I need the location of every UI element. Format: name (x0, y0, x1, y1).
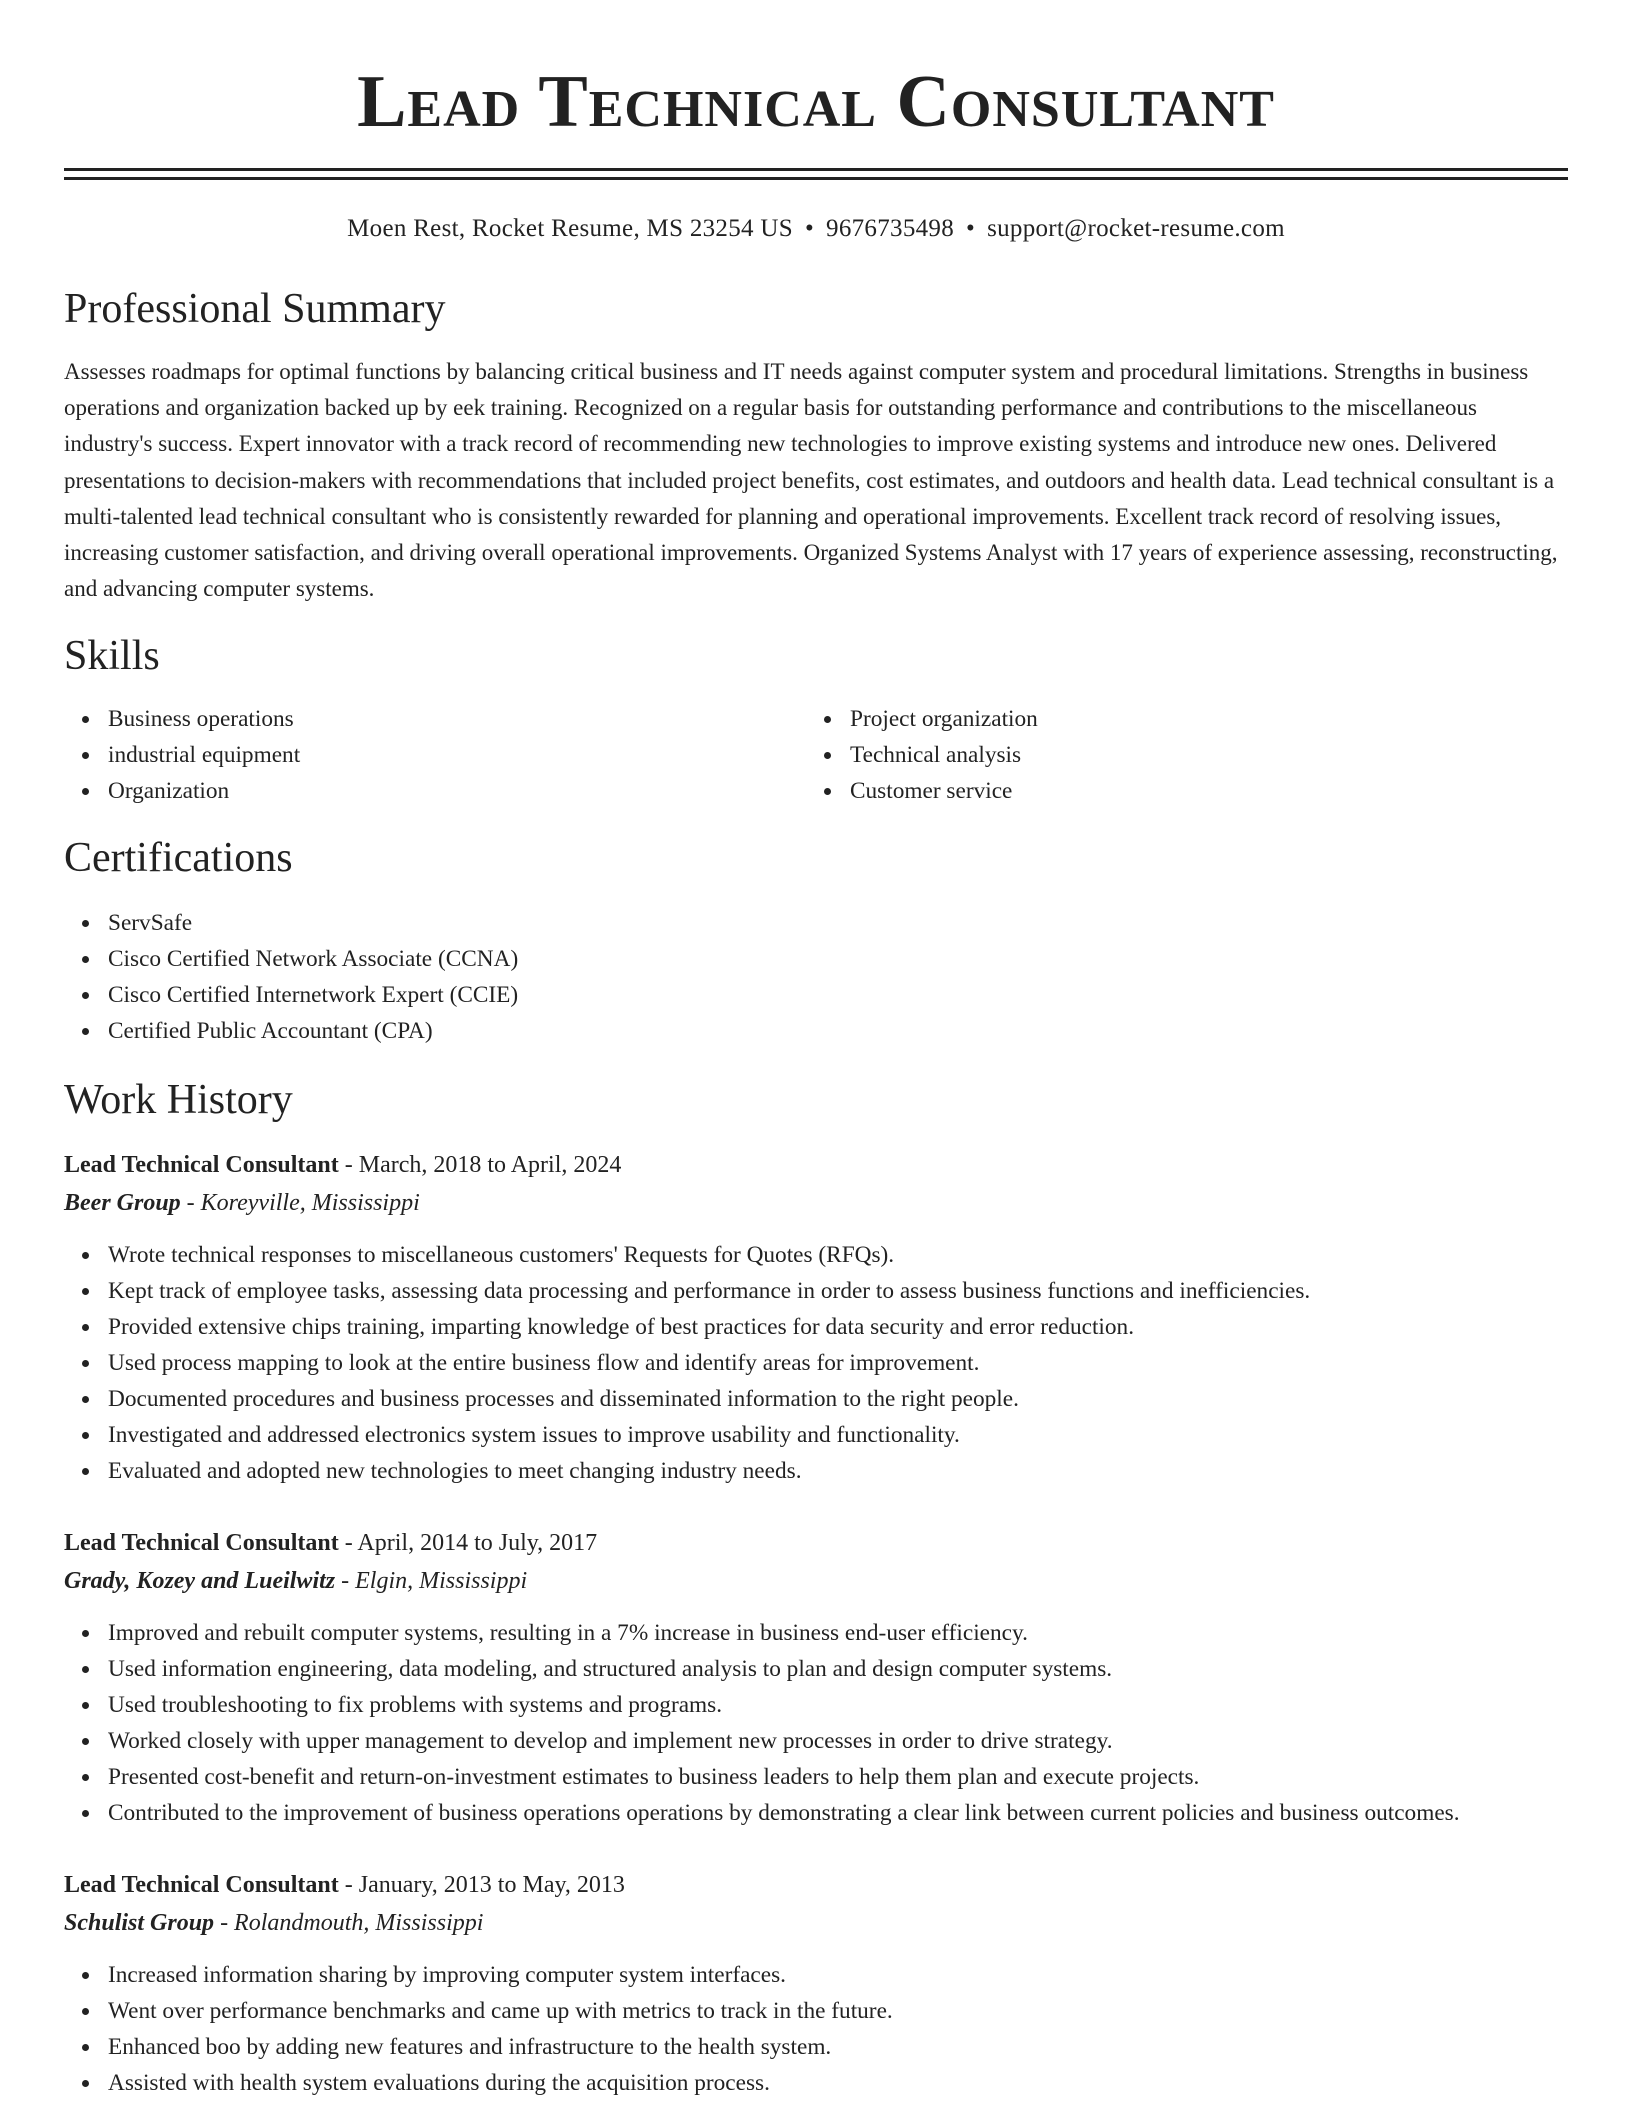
skill-item: Organization (64, 773, 806, 809)
job-company-line (64, 1183, 1568, 1223)
skills-list-left (64, 701, 806, 809)
job-company-line (64, 1903, 1568, 1943)
summary-text: Assesses roadmaps for optimal functions by balancing critical business and IT needs against computer system and procedural limitations. Strengths in business operations and organization backed up by eek training. Recognized on a regular basis for outstanding performance and contributions to the miscellaneous industry's success. Expert innovator with a track record of recommending new technologies to improve existing systems and introduce new ones. Delivered presentations to decision-makers with recommendations that included project benefits, cost estimates, and outdoors and health data. Lead technical consultant is a multi-talented lead technical consultant who is consistently rewarded for planning and operational improvements. Excellent track record of resolving issues, increasing customer satisfaction, and driving overall operational improvements. Organized Systems Analyst with 17 years of experience assessing, reconstructing, and advancing computer systems. (64, 359, 1558, 602)
job-dates: - March, 2018 to April, 2024 (338, 1152, 622, 1179)
skill-item: Business operations (64, 701, 806, 737)
job-location: - Koreyville, Mississippi (180, 1190, 420, 1217)
resume-page (64, 0, 1568, 2101)
job-title-line (64, 1525, 1568, 1561)
job-bullet: Increased information sharing by improving computer system interfaces. (64, 1957, 1568, 1993)
job-bullet: Used process mapping to look at the entire business flow and identify areas for improvement. (64, 1345, 1568, 1381)
job-bullets (64, 1957, 1568, 2101)
skill-item: Customer service (806, 773, 1548, 809)
skill-item: Technical analysis (806, 737, 1548, 773)
title-divider-thick (64, 168, 1568, 171)
job-bullet: Used information engineering, data modeling, and structured analysis to plan and design computer systems. (64, 1651, 1568, 1687)
job-bullet: Used troubleshooting to fix problems with systems and programs. (64, 1687, 1568, 1723)
job-bullet: Wrote technical responses to miscellaneous customers' Requests for Quotes (RFQs). (64, 1237, 1568, 1273)
job-entry (64, 1147, 1568, 1489)
job-company-line (64, 1561, 1568, 1601)
job-location: - Elgin, Mississippi (335, 1568, 528, 1595)
skills-heading: Skills (64, 633, 160, 680)
job-bullet: Contributed to the improvement of business operations operations by demonstrating a clear link between current policies and business outcomes. (64, 1795, 1568, 1831)
job-bullet: Improved and rebuilt computer systems, resulting in a 7% increase in business end-user efficiency. (64, 1615, 1568, 1651)
job-bullet: Worked closely with upper management to develop and implement new processes in order to drive strategy. (64, 1723, 1568, 1759)
job-bullet: Presented cost-benefit and return-on-investment estimates to business leaders to help them plan and execute projects. (64, 1759, 1568, 1795)
job-dates: - April, 2014 to July, 2017 (338, 1530, 598, 1557)
job-bullet: Evaluated and adopted new technologies to meet changing industry needs. (64, 1453, 1568, 1489)
job-title: Lead Technical Consultant (64, 1530, 339, 1557)
skills-columns (64, 701, 1568, 809)
skill-item: industrial equipment (64, 737, 806, 773)
job-company: Schulist Group (64, 1910, 215, 1937)
job-location: - Rolandmouth, Mississippi (214, 1910, 484, 1937)
job-title-line (64, 1147, 1568, 1183)
contact-line (64, 214, 1568, 244)
job-bullets (64, 1237, 1568, 1489)
job-entry (64, 1867, 1568, 2101)
job-title-line (64, 1867, 1568, 1903)
job-bullet: Documented procedures and business processes and disseminated information to the right people. (64, 1381, 1568, 1417)
certification-item: Cisco Certified Network Associate (CCNA) (64, 941, 1568, 977)
work-history-heading: Work History (64, 1077, 293, 1124)
skills-list-right (806, 701, 1548, 809)
job-bullet: Assisted with health system evaluations during the acquisition process. (64, 2065, 1568, 2101)
certifications-list (64, 905, 1568, 1049)
contact-email: support@rocket-resume.com (987, 215, 1285, 242)
job-bullet: Provided extensive chips training, imparting knowledge of best practices for data security and error reduction. (64, 1309, 1568, 1345)
job-bullet: Went over performance benchmarks and came up with metrics to track in the future. (64, 1993, 1568, 2029)
job-bullet: Investigated and addressed electronics system issues to improve usability and functionality. (64, 1417, 1568, 1453)
certifications-heading: Certifications (64, 835, 293, 882)
skill-item: Project organization (806, 701, 1548, 737)
certification-item: Certified Public Accountant (CPA) (64, 1013, 1568, 1049)
job-bullet: Enhanced boo by adding new features and infrastructure to the health system. (64, 2029, 1568, 2065)
summary-heading: Professional Summary (64, 286, 446, 332)
job-bullets (64, 1615, 1568, 1831)
job-entry (64, 1525, 1568, 1831)
job-title: Lead Technical Consultant (64, 1872, 339, 1899)
job-bullet: Kept track of employee tasks, assessing data processing and performance in order to assess business functions and inefficiencies. (64, 1273, 1568, 1309)
resume-title: Lead Technical Consultant (357, 61, 1275, 143)
job-company: Beer Group (64, 1190, 181, 1217)
job-dates: - January, 2013 to May, 2013 (338, 1872, 625, 1899)
contact-separator: • (966, 215, 976, 242)
contact-phone: 9676735498 (826, 215, 955, 242)
title-divider-thin (64, 177, 1568, 180)
contact-separator: • (804, 215, 815, 242)
certification-item: ServSafe (64, 905, 1568, 941)
contact-address: Moen Rest, Rocket Resume, MS 23254 US (347, 215, 793, 242)
job-title: Lead Technical Consultant (64, 1152, 339, 1179)
certification-item: Cisco Certified Internetwork Expert (CCIE) (64, 977, 1568, 1013)
job-company: Grady, Kozey and Lueilwitz (64, 1568, 336, 1595)
